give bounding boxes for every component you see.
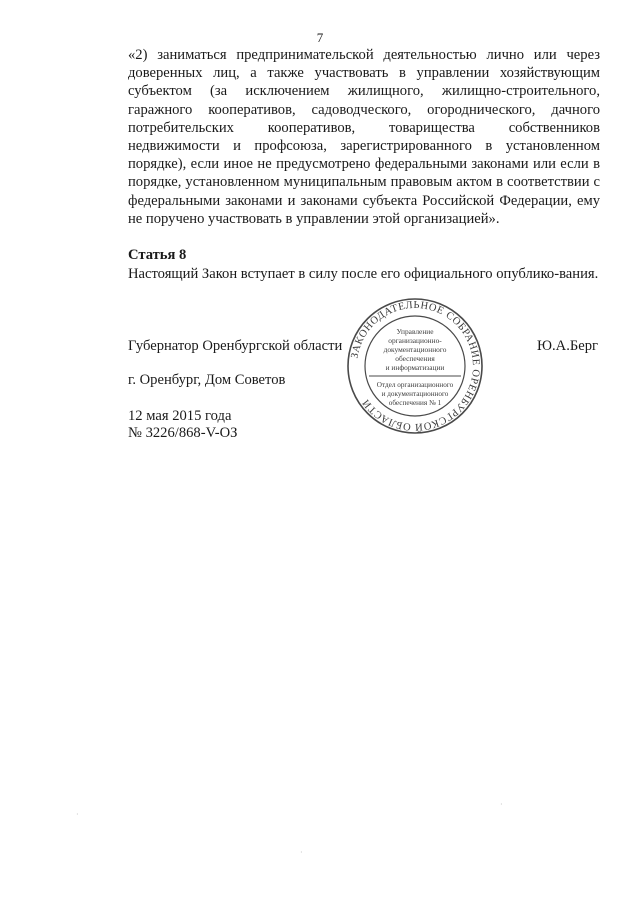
signatory-position: Губернатор Оренбургской области: [128, 338, 343, 354]
page-number: 7: [316, 30, 324, 45]
signatory-name: Ю.А.Берг: [537, 338, 598, 354]
law-number: № 3226/868-V-ОЗ: [128, 425, 238, 441]
seal-line-5: и информатизации: [385, 363, 445, 372]
seal-line-8: обеспечения № 1: [388, 399, 442, 407]
seal-line-4: обеспечения: [395, 354, 435, 363]
scan-speck: ·: [76, 810, 79, 819]
seal-line-6: Отдел организационного: [376, 381, 454, 389]
signing-place: г. Оренбург, Дом Советов: [128, 372, 286, 388]
official-seal-graphic: [345, 296, 485, 436]
scan-speck: ·: [300, 848, 303, 857]
seal-line-7: и документационного: [381, 390, 449, 398]
signing-date: 12 мая 2015 года: [128, 408, 232, 424]
seal-ring-text: ЗАКОНОДАТЕЛЬНОЕ СОБРАНИЕ ОРЕНБУРГСКОЙ ОБЛАСТИ: [349, 299, 482, 433]
scan-speck: ·: [500, 800, 503, 809]
seal-line-3: документационного: [383, 345, 447, 354]
amendment-paragraph: «2) заниматься предпринимательской деятельностью лично или через доверенных лиц, а также участвовать в управлении хозяйствующим субъектом (за исключением жилищного, жилищно-строительного, гаражного кооперативов, садоводческого, огороднического, дачного потребительских кооперативов, товарищества собственников недвижимости и профсоюза, зарегистрированного в установленном порядке), если иное не предусмотрено федеральными законами или если в порядке, установленном муниципальным правовым актом в соответствии с федеральными законами и законами субъекта Российской Федерации, ему не поручено участвовать в управлении этой организацией».: [128, 47, 600, 227]
article-title: Статья 8: [128, 247, 187, 263]
article-body: Настоящий Закон вступает в силу после его официального опублико-вания.: [128, 266, 599, 282]
seal-line-1: Управление: [396, 327, 434, 336]
seal-line-2: организационно-: [388, 336, 442, 345]
official-seal: [345, 296, 485, 436]
